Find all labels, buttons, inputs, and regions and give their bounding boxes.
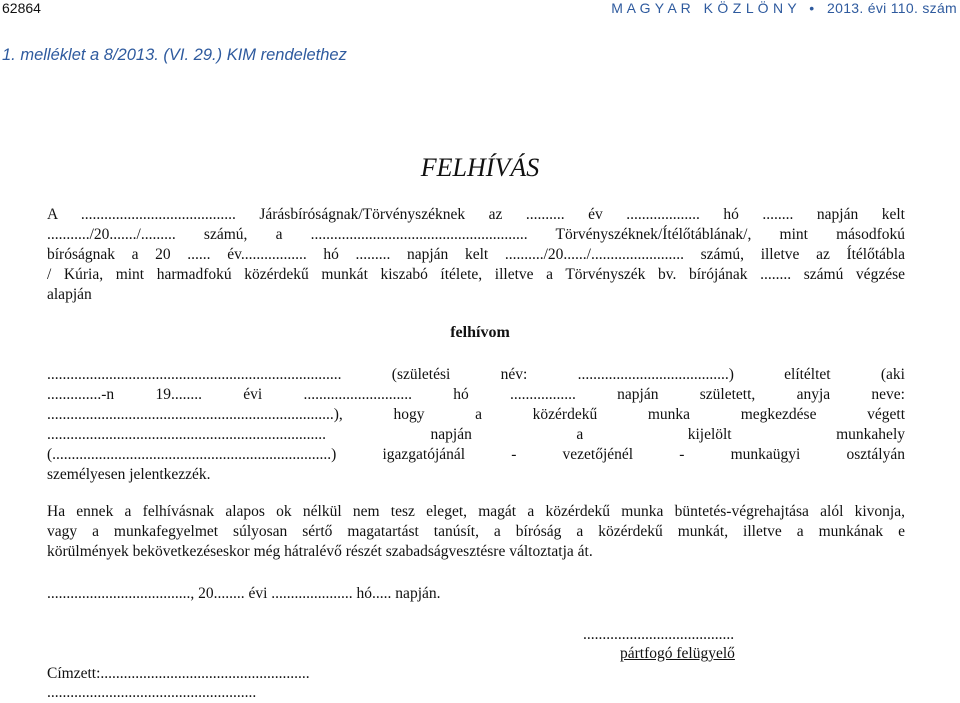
paragraph-line: A ........................................ Járásbíróságnak/Törvényszéknek az .......... év ................... hó ........ napján kelt: [47, 206, 905, 223]
page-number: 62864: [2, 0, 41, 16]
addressee-line: ......................................................: [47, 684, 257, 701]
paragraph-line: .........../20......./......... számú, a ........................................................ Törvényszéknek/Ítélőtáblának/, mint másodfokú: [47, 226, 905, 243]
summons-paragraph: [47, 365, 905, 485]
court-reference-paragraph: [47, 205, 905, 305]
paragraph-line: ..............-n 19........ évi ............................ hó ................. napján született, anyja neve:: [47, 386, 905, 403]
paragraph-line: ............................................................................ (születési név: .......................................) elítéltet (aki: [47, 366, 905, 383]
annex-title: 1. melléklet a 8/2013. (VI. 29.) KIM rendelethez: [2, 46, 347, 64]
paragraph-line: vagy a munkafegyelmet súlyosan sértő magatartást tanúsít, a bíróság a közérdekű munkát, illetve a munkának e: [47, 523, 905, 540]
paragraph-line: ..........................................................................), hogy a közérdekű munka megkezdése végett: [47, 406, 905, 423]
journal-header: M A G Y A R K Ö Z L Ö N Y • 2013. évi 110. szám: [611, 0, 957, 16]
signature-line: .......................................: [583, 626, 735, 643]
warning-paragraph: [47, 502, 905, 562]
paragraph-line: / Kúria, mint harmadfokú közérdekű munkát kiszabó ítélete, illetve a Törvényszék bv. bírójának ........ számú végzése: [47, 266, 905, 283]
document-title: FELHÍVÁS: [420, 153, 540, 182]
paragraph-line: bíróságnak a 20 ...... év................. hó ......... napján kelt ........../20....../........................ számú, illetve az Ítélőtábla: [47, 246, 905, 263]
call-heading: felhívom: [450, 324, 510, 341]
signatory-title: pártfogó felügyelő: [620, 645, 735, 662]
paragraph-line: ........................................................................ napján a kijelölt munkahely: [47, 426, 905, 443]
paragraph-line: Ha ennek a felhívásnak alapos ok nélkül nem tesz eleget, magát a közérdekű munka büntetés-végrehajtása alól kivonja,: [47, 503, 905, 520]
paragraph-line: körülmények bekövetkezéseskor még hátralévő részét szabadságvesztésre változtatja át.: [47, 543, 593, 560]
place-date-line: ....................................., 20........ évi ..................... hó..... napján.: [47, 585, 441, 602]
paragraph-line: (........................................................................) igazgatójánál - vezetőjénél - munkaügyi osztályán: [47, 446, 905, 463]
paragraph-line: személyesen jelentkezzék.: [47, 466, 211, 483]
addressee-label: Címzett:......................................................: [47, 665, 310, 682]
paragraph-line: alapján: [47, 286, 92, 303]
